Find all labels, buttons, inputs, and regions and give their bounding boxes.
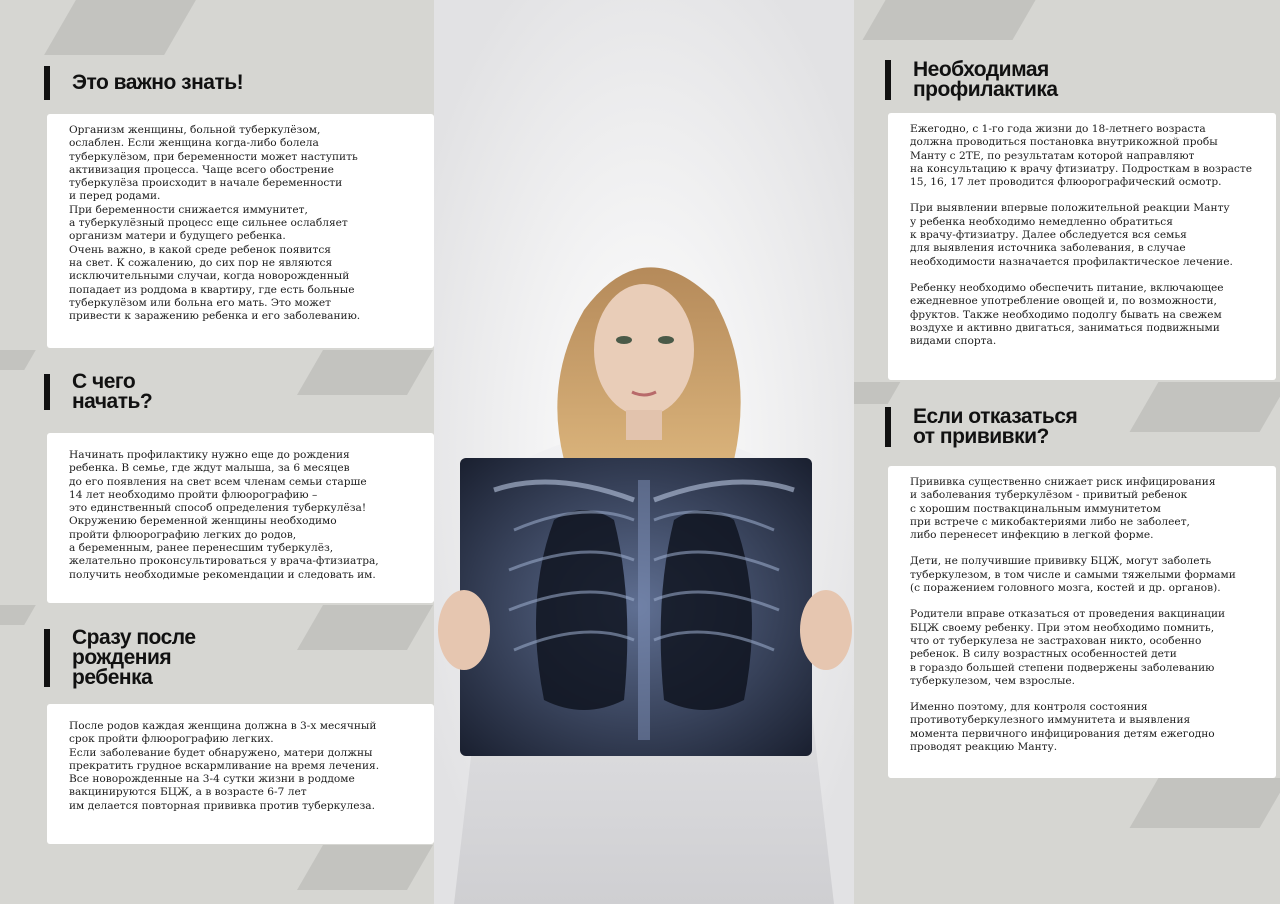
card-paragraph: Родители вправе отказаться от проведения вакцинации БЦЖ своему ребенку. При этом необходимо помнить, что от туберкулеза не застрахован никто, особенно ребенок. В силу возрастных особенностей дети в гораздо большей степени подвержены заболеванию туберкулезом, чем взрослые. bbox=[910, 608, 1226, 687]
info-card bbox=[47, 704, 434, 844]
decor-stripe bbox=[862, 0, 1035, 40]
info-card bbox=[47, 433, 434, 603]
decor-stripe bbox=[1130, 382, 1280, 432]
card-paragraph: Дети, не получившие прививку БЦЖ, могут заболеть туберкулезом, в том числе и самыми тяжелыми формами (с поражением головного мозга, костей и др. органов). bbox=[910, 555, 1236, 595]
card-paragraph: Именно поэтому, для контроля состояния противотуберкулезного иммунитета и выявления момента первичного инфицирования детям ежегодно проводят реакцию Манту. bbox=[910, 701, 1215, 754]
card-paragraph: После родов каждая женщина должна в 3-х месячный срок пройти флюорографию легких. Если заболевание будет обнаружено, матери должны прекратить грудное вскармливание на время лечения. Все новорожденные на 3-4 сутки жизни в роддоме вакцинируются БЦЖ, а в возрасте 6-7 лет им делается повторная прививка против туберкулеза. bbox=[69, 720, 380, 812]
heading-bar bbox=[44, 629, 50, 687]
section-title: Это важно знать! bbox=[72, 71, 244, 94]
decor-stripe bbox=[854, 382, 900, 404]
heading-bar bbox=[885, 60, 891, 100]
decor-stripe bbox=[1130, 778, 1280, 828]
card-paragraph: Начинать профилактику нужно еще до рождения ребенка. В семье, где ждут малыша, за 6 месяцев до его появления на свет всем членам семьи старше 14 лет необходимо пройти флюорографию – это единственный способ определения туберкулёза! Окружению беременной женщины необходимо пройти флюорографию легких до родов, а беременным, ранее перенесшим туберкулёз, желательно проконсультироваться у врача-фтизиатра, получить необходимые рекомендации и следовать им. bbox=[69, 449, 379, 581]
heading-bar bbox=[885, 407, 891, 447]
card-paragraph: Ребенку необходимо обеспечить питание, включающее ежедневное употребление овощей и, по возможности, фруктов. Также необходимо подолгу бывать на свежем воздухе и активно двигаться, заниматься подвижными видами спорта. bbox=[910, 281, 1224, 348]
card-paragraph: Ежегодно, с 1-го года жизни до 18-летнего возраста должна проводиться постановка внутрикожной пробы Манту с 2ТЕ, по результатам которой направляют на консультацию к врачу фтизиатру. Подросткам в возрасте 15, 16, 17 лет проводится флюорографический осмотр. bbox=[910, 123, 1252, 189]
section-title: Необходимая профилактика bbox=[913, 58, 1058, 101]
section-heading bbox=[44, 628, 196, 688]
section-title: С чего начать? bbox=[72, 370, 153, 413]
card-paragraph: При выявлении впервые положительной реакции Манту у ребенка необходимо немедленно обратиться к врачу-фтизиатру. Далее обследуется вся семья для выявления источника заболевания, в случае необходимости назначается профилактическое лечение. bbox=[910, 202, 1233, 268]
photo-panel bbox=[434, 0, 854, 904]
section-heading bbox=[885, 60, 1058, 100]
decor-stripe bbox=[297, 845, 433, 890]
decor-stripe bbox=[44, 0, 196, 55]
info-card bbox=[47, 114, 434, 348]
info-card bbox=[888, 113, 1276, 380]
section-heading bbox=[885, 407, 1077, 447]
decor-stripe bbox=[297, 605, 433, 650]
card-paragraph: Прививка существенно снижает риск инфицирования и заболевания туберкулёзом - привитый ребенок с хорошим поствакцинальным иммунитетом при встрече с микобактериями либо не заболеет, либо перенесет инфекцию в легкой форме. bbox=[910, 476, 1216, 542]
section-title: Сразу после рождения ребенка bbox=[72, 626, 196, 689]
decor-stripe bbox=[297, 350, 433, 395]
section-title: Если отказаться от прививки? bbox=[913, 405, 1078, 448]
section-heading bbox=[44, 66, 243, 100]
decor-stripe bbox=[0, 350, 36, 370]
section-heading bbox=[44, 372, 152, 412]
heading-bar bbox=[44, 66, 50, 100]
heading-bar bbox=[44, 374, 50, 410]
woman-holding-xray-photo bbox=[434, 0, 854, 904]
card-paragraph: Организм женщины, больной туберкулёзом, ослаблен. Если женщина когда-либо болела туберкулёзом, при беременности может наступить активизация процесса. Чаще всего обострение туберкулёза происходит в начале беременности и перед родами. При беременности снижается иммунитет, а туберкулёзный процесс еще сильнее ослабляет организм матери и будущего ребенка. Очень важно, в какой среде ребенок появится на свет. К сожалению, до сих пор не являются исключительными случаи, когда новорожденный попадает из роддома в квартиру, где есть больные туберкулёзом или больна его мать. Это может привести к заражению ребенка и его заболеванию. bbox=[69, 124, 361, 323]
decor-stripe bbox=[0, 605, 36, 625]
info-card bbox=[888, 466, 1276, 778]
